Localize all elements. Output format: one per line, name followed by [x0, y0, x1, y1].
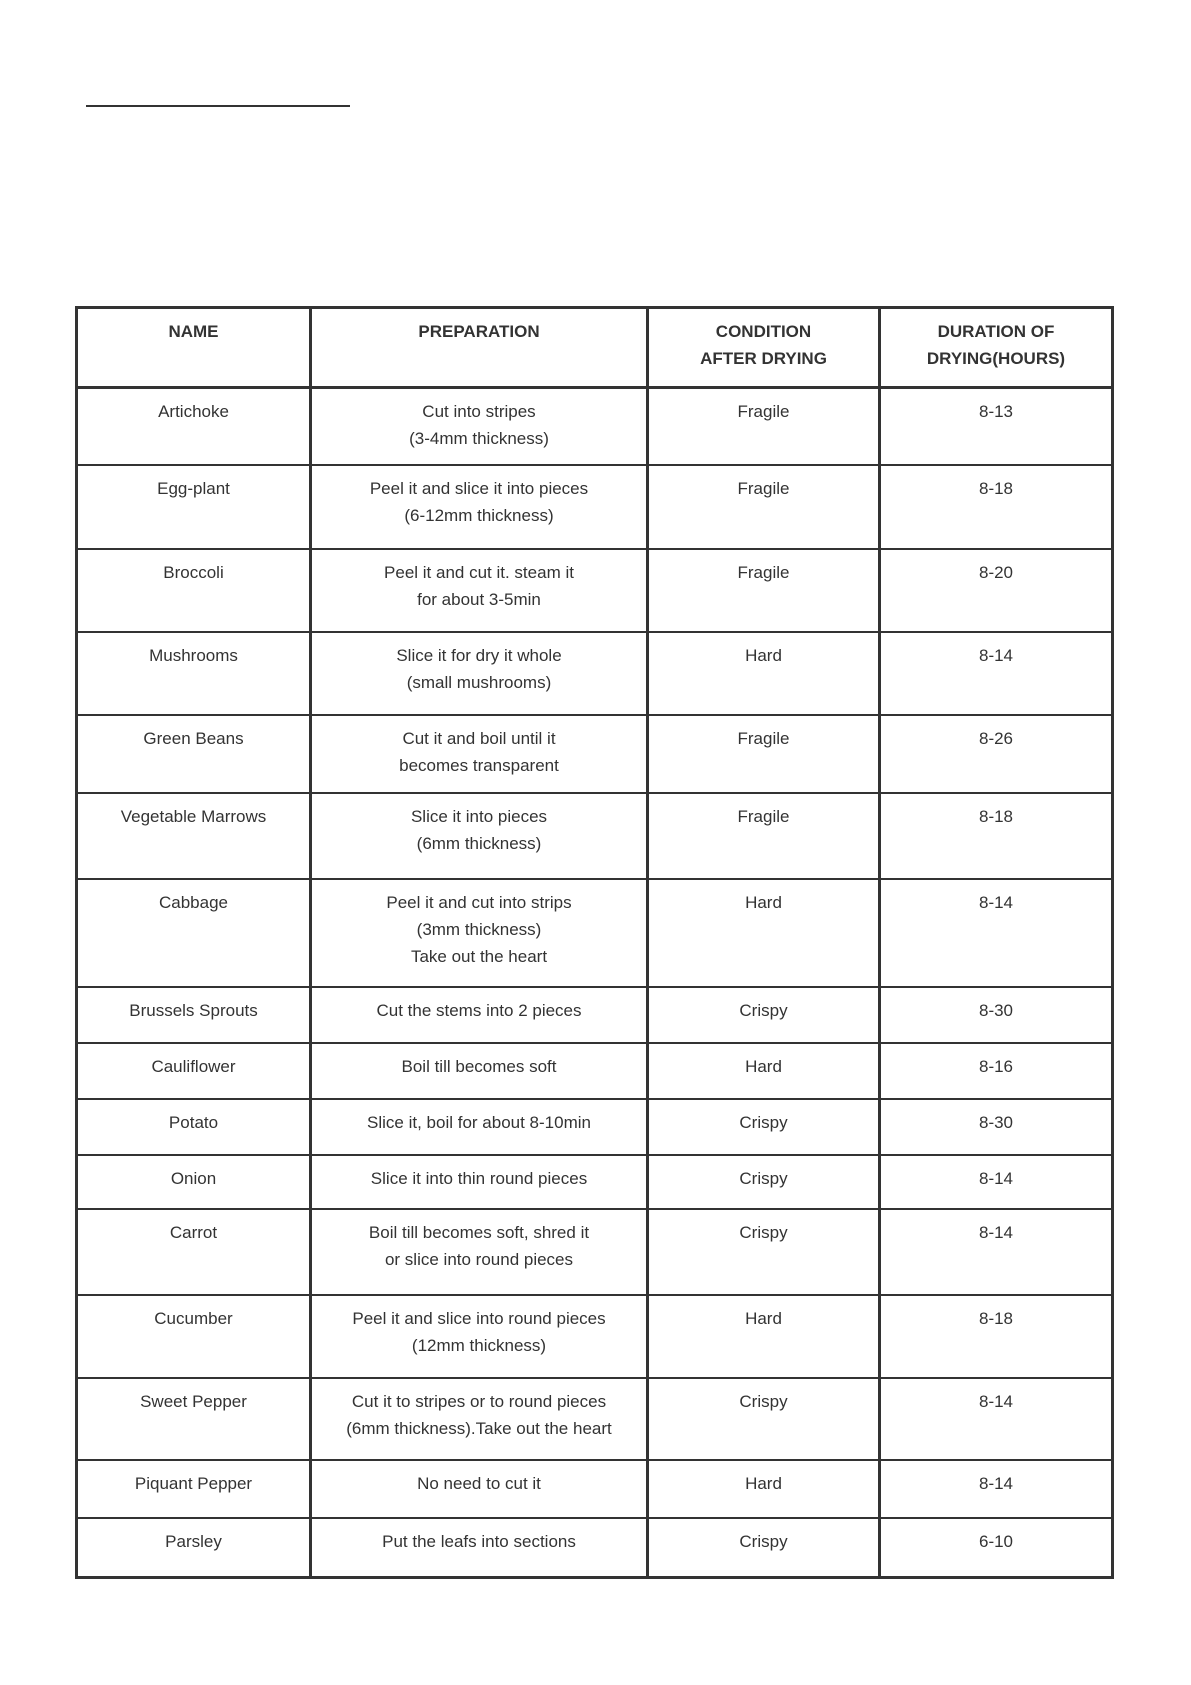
condition-value: Hard: [745, 1309, 782, 1328]
duration-value: 8-13: [978, 402, 1014, 421]
table-row: [77, 1518, 1113, 1578]
cell-duration: [880, 1043, 1113, 1099]
header-preparation-label: PREPARATION: [418, 322, 540, 341]
table-row: [77, 465, 1113, 549]
cell-preparation: [311, 1209, 648, 1295]
cell-duration: [880, 1378, 1113, 1460]
preparation-line: Slice it for dry it whole: [396, 646, 562, 665]
condition-value: Hard: [745, 646, 782, 665]
duration-value: 8-18: [978, 479, 1014, 498]
preparation-line: (3-4mm thickness): [409, 429, 549, 448]
cell-preparation: [311, 1043, 648, 1099]
duration-value: 8-18: [978, 1309, 1014, 1328]
table-row: [77, 793, 1113, 879]
preparation-line: No need to cut it: [417, 1474, 541, 1493]
header-condition-line-1: CONDITION: [715, 322, 812, 341]
cell-duration: [880, 1209, 1113, 1295]
condition-value: Hard: [745, 1474, 782, 1493]
cell-duration: [880, 1518, 1113, 1578]
duration-value: 8-14: [978, 893, 1014, 912]
condition-value: Crispy: [739, 1169, 788, 1188]
cell-condition: [648, 1155, 880, 1209]
cell-condition: [648, 632, 880, 715]
cell-duration: [880, 1460, 1113, 1518]
table-row: [77, 1099, 1113, 1155]
condition-value: Crispy: [739, 1223, 788, 1242]
preparation-line: or slice into round pieces: [384, 1250, 574, 1269]
cell-preparation: [311, 793, 648, 879]
cell-condition: [648, 1378, 880, 1460]
condition-value: Hard: [745, 1057, 782, 1076]
preparation-line: Cut into stripes: [422, 402, 536, 421]
cell-duration: [880, 1295, 1113, 1378]
preparation-line: (12mm thickness): [411, 1336, 547, 1355]
table-body: [77, 388, 1113, 1578]
cell-condition: [648, 1043, 880, 1099]
condition-value: Crispy: [739, 1113, 788, 1132]
cell-condition: [648, 987, 880, 1043]
duration-value: 8-14: [978, 1474, 1014, 1493]
header-duration-line-2: DRYING(HOURS): [926, 349, 1066, 368]
cell-name: [77, 1209, 311, 1295]
duration-value: 8-20: [978, 563, 1014, 582]
cell-condition: [648, 1295, 880, 1378]
table-row: [77, 1460, 1113, 1518]
table-row: [77, 715, 1113, 793]
cell-condition: [648, 1099, 880, 1155]
preparation-line: Boil till becomes soft: [401, 1057, 557, 1076]
preparation-line: (small mushrooms): [406, 673, 552, 692]
table-row: [77, 549, 1113, 632]
cell-preparation: [311, 1518, 648, 1578]
cell-duration: [880, 465, 1113, 549]
table-row: [77, 1209, 1113, 1295]
header-condition-line-2: AFTER DRYING: [700, 349, 827, 368]
cell-duration: [880, 1099, 1113, 1155]
cell-condition: [648, 715, 880, 793]
condition-value: Crispy: [739, 1392, 788, 1411]
cell-condition: [648, 549, 880, 632]
condition-value: Fragile: [737, 563, 790, 582]
vegetable-name: Cauliflower: [151, 1057, 236, 1076]
condition-value: Fragile: [737, 807, 790, 826]
duration-value: 8-14: [978, 1223, 1014, 1242]
preparation-line: Cut it to stripes or to round pieces: [351, 1392, 607, 1411]
cell-duration: [880, 793, 1113, 879]
table-row: [77, 632, 1113, 715]
cell-name: [77, 987, 311, 1043]
drying-table: [75, 306, 1114, 1579]
cell-duration: [880, 715, 1113, 793]
preparation-line: (6-12mm thickness): [404, 506, 554, 525]
cell-duration: [880, 1155, 1113, 1209]
cell-preparation: [311, 879, 648, 987]
cell-name: [77, 1460, 311, 1518]
vegetable-name: Piquant Pepper: [134, 1474, 253, 1493]
cell-name: [77, 549, 311, 632]
cell-preparation: [311, 1378, 648, 1460]
cell-preparation: [311, 1460, 648, 1518]
table-row: [77, 388, 1113, 466]
cell-name: [77, 793, 311, 879]
cell-preparation: [311, 1099, 648, 1155]
cell-preparation: [311, 549, 648, 632]
table-row: [77, 1043, 1113, 1099]
preparation-line: Cut it and boil until it: [402, 729, 556, 748]
vegetable-name: Brussels Sprouts: [129, 1001, 258, 1020]
vegetable-name: Cabbage: [158, 893, 228, 912]
duration-value: 8-14: [978, 1392, 1014, 1411]
vegetable-name: Green Beans: [143, 729, 244, 748]
preparation-line: Slice it into pieces: [410, 807, 548, 826]
cell-name: [77, 388, 311, 466]
duration-value: 8-14: [978, 646, 1014, 665]
header-name-label: NAME: [168, 322, 219, 341]
preparation-line: Peel it and cut into strips: [386, 893, 572, 912]
table-row: [77, 879, 1113, 987]
duration-value: 8-30: [978, 1001, 1014, 1020]
cell-name: [77, 1378, 311, 1460]
vegetable-name: Parsley: [165, 1532, 222, 1551]
cell-condition: [648, 793, 880, 879]
cell-preparation: [311, 1295, 648, 1378]
cell-duration: [880, 632, 1113, 715]
duration-value: 8-26: [978, 729, 1014, 748]
cell-duration: [880, 549, 1113, 632]
preparation-line: Put the leafs into sections: [382, 1532, 576, 1551]
table-row: [77, 1378, 1113, 1460]
preparation-line: Peel it and slice into round pieces: [352, 1309, 606, 1328]
header-condition: [648, 308, 880, 388]
cell-name: [77, 1155, 311, 1209]
preparation-line: Peel it and slice it into pieces: [369, 479, 589, 498]
cell-name: [77, 465, 311, 549]
cell-condition: [648, 1518, 880, 1578]
duration-value: 8-14: [978, 1169, 1014, 1188]
vegetable-name: Carrot: [169, 1223, 218, 1242]
vegetable-name: Sweet Pepper: [140, 1392, 247, 1411]
duration-value: 8-30: [978, 1113, 1014, 1132]
cell-name: [77, 1518, 311, 1578]
cell-name: [77, 1295, 311, 1378]
cell-preparation: [311, 987, 648, 1043]
duration-value: 6-10: [978, 1532, 1014, 1551]
header-rule: [86, 105, 350, 107]
condition-value: Crispy: [739, 1001, 788, 1020]
preparation-line: Cut the stems into 2 pieces: [376, 1001, 582, 1020]
duration-value: 8-16: [978, 1057, 1014, 1076]
preparation-line: for about 3-5min: [417, 590, 541, 609]
vegetable-name: Onion: [170, 1169, 217, 1188]
vegetable-name: Vegetable Marrows: [120, 807, 267, 826]
table-row: [77, 1155, 1113, 1209]
cell-name: [77, 879, 311, 987]
preparation-line: Take out the heart: [410, 947, 548, 966]
cell-name: [77, 715, 311, 793]
preparation-line: (6mm thickness): [416, 834, 542, 853]
vegetable-name: Mushrooms: [149, 646, 238, 665]
cell-preparation: [311, 388, 648, 466]
condition-value: Fragile: [737, 729, 790, 748]
preparation-line: (3mm thickness): [416, 920, 542, 939]
vegetable-name: Egg-plant: [157, 479, 230, 498]
cell-preparation: [311, 715, 648, 793]
preparation-line: Boil till becomes soft, shred it: [368, 1223, 590, 1242]
header-duration-line-1: DURATION OF: [937, 322, 1055, 341]
condition-value: Hard: [745, 893, 782, 912]
cell-condition: [648, 879, 880, 987]
cell-name: [77, 632, 311, 715]
header-preparation: [311, 308, 648, 388]
cell-condition: [648, 388, 880, 466]
vegetable-name: Artichoke: [158, 402, 229, 421]
cell-duration: [880, 879, 1113, 987]
cell-preparation: [311, 1155, 648, 1209]
preparation-line: (6mm thickness).Take out the heart: [346, 1419, 612, 1438]
header-name: [77, 308, 311, 388]
table-row: [77, 1295, 1113, 1378]
cell-preparation: [311, 632, 648, 715]
cell-condition: [648, 1209, 880, 1295]
condition-value: Fragile: [737, 479, 790, 498]
condition-value: Fragile: [737, 402, 790, 421]
table-row: [77, 987, 1113, 1043]
preparation-line: Slice it, boil for about 8-10min: [367, 1113, 591, 1132]
vegetable-name: Broccoli: [163, 563, 224, 582]
preparation-line: Peel it and cut it. steam it: [384, 563, 574, 582]
preparation-line: becomes transparent: [399, 756, 559, 775]
duration-value: 8-18: [978, 807, 1014, 826]
header-row: [77, 308, 1113, 388]
cell-condition: [648, 465, 880, 549]
cell-duration: [880, 987, 1113, 1043]
header-duration: [880, 308, 1113, 388]
vegetable-name: Cucumber: [154, 1309, 233, 1328]
cell-name: [77, 1099, 311, 1155]
condition-value: Crispy: [739, 1532, 788, 1551]
preparation-line: Slice it into thin round pieces: [370, 1169, 588, 1188]
cell-duration: [880, 388, 1113, 466]
cell-condition: [648, 1460, 880, 1518]
cell-name: [77, 1043, 311, 1099]
vegetable-name: Potato: [168, 1113, 219, 1132]
cell-preparation: [311, 465, 648, 549]
